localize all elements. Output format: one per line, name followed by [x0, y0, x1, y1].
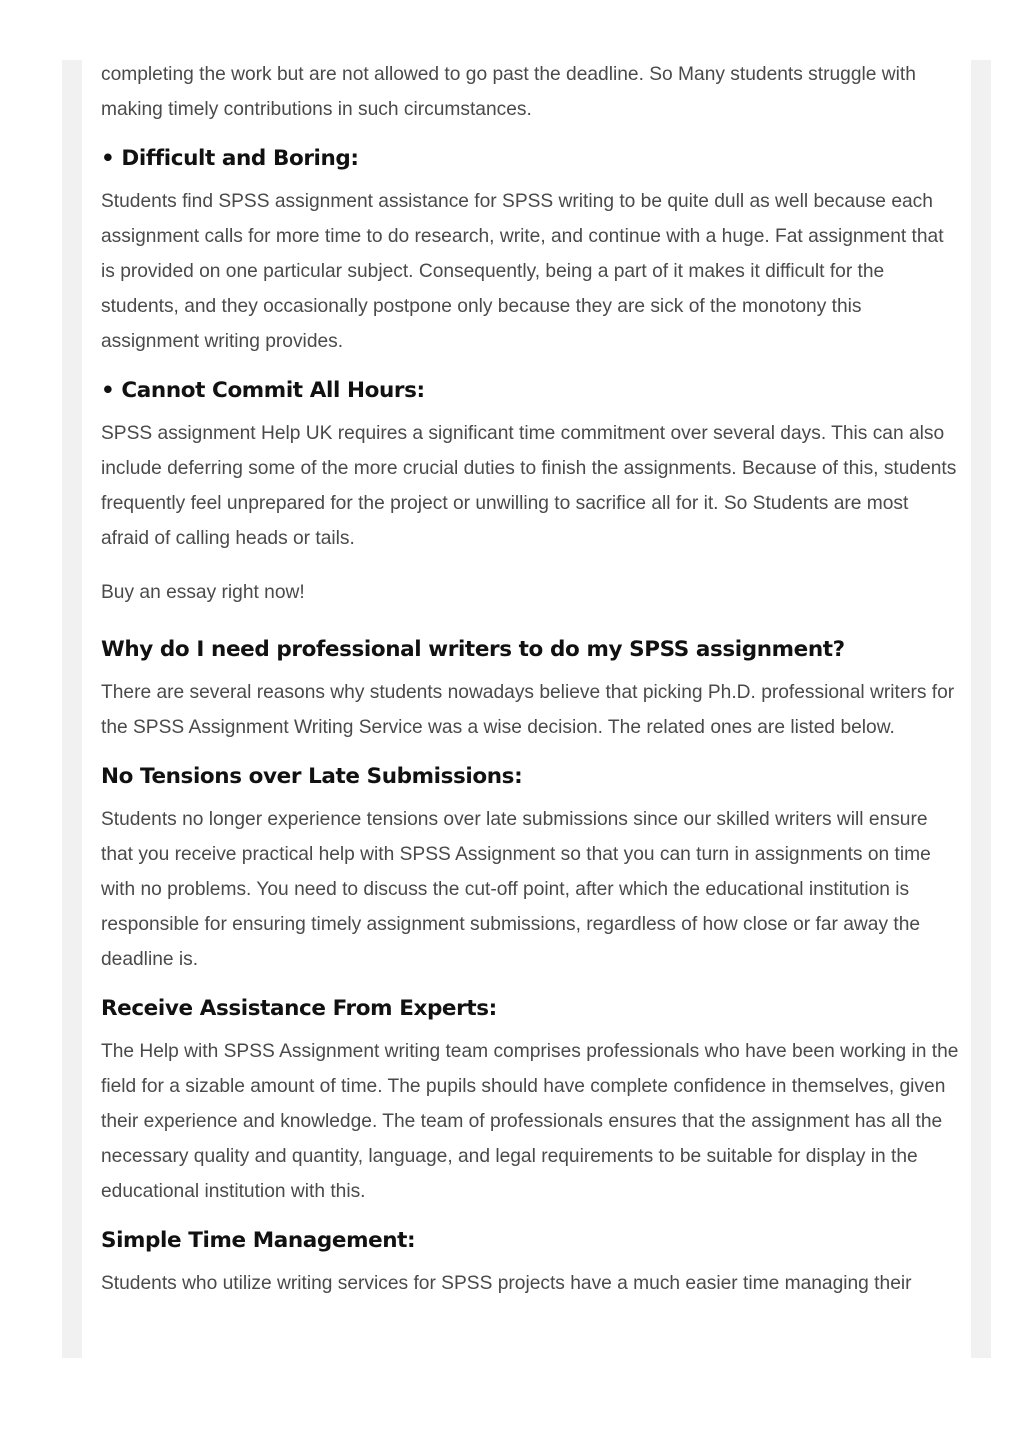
paragraph-simple-time-management: Students who utilize writing services for SPSS projects have a much easier time managing their	[101, 1273, 912, 1294]
article-content	[101, 57, 959, 1301]
paragraph-why-professional-writers: There are several reasons why students nowadays believe that picking Ph.D. professional writers for the SPSS Assignment Writing Service was a wise decision. The related ones are listed below.	[101, 682, 955, 738]
heading-no-tensions-late-submissions: No Tensions over Late Submissions:	[101, 764, 523, 789]
paragraph-no-tensions-late-submissions: Students no longer experience tensions over late submissions since our skilled writers will ensure that you receive practical help with SPSS Assignment so that you can turn in assignments on time with no problems. You need to discuss the cut-off point, after which the educational institution is responsible for ensuring timely assignment submissions, regardless of how close or far away the deadline is.	[101, 809, 931, 970]
paragraph-receive-assistance-experts: The Help with SPSS Assignment writing team comprises professionals who have been working in the field for a sizable amount of time. The pupils should have complete confidence in themselves, given their experience and knowledge. The team of professionals ensures that the assignment has all the necessary quality and quantity, language, and legal requirements to be suitable for display in the educational institution with this.	[101, 1041, 959, 1202]
heading-receive-assistance-experts: Receive Assistance From Experts:	[101, 996, 497, 1021]
heading-cannot-commit-all-hours: • Cannot Commit All Hours:	[101, 378, 425, 403]
paragraph-deadline-continued: completing the work but are not allowed to go past the deadline. So Many students struggle with making timely contributions in such circumstances.	[101, 64, 916, 120]
call-to-action-text: Buy an essay right now!	[101, 582, 305, 603]
left-margin-bar	[62, 60, 82, 1358]
heading-simple-time-management: Simple Time Management:	[101, 1228, 416, 1253]
paragraph-cannot-commit-all-hours: SPSS assignment Help UK requires a significant time commitment over several days. This can also include deferring some of the more crucial duties to finish the assignments. Because of this, students frequently feel unprepared for the project or unwilling to sacrifice all for it. So Students are most afraid of calling heads or tails.	[101, 423, 957, 549]
heading-difficult-and-boring: • Difficult and Boring:	[101, 146, 359, 171]
heading-why-professional-writers: Why do I need professional writers to do my SPSS assignment?	[101, 637, 845, 662]
paragraph-difficult-and-boring: Students find SPSS assignment assistance for SPSS writing to be quite dull as well because each assignment calls for more time to do research, write, and continue with a huge. Fat assignment that is provided on one particular subject. Consequently, being a part of it makes it difficult for the students, and they occasionally postpone only because they are sick of the monotony this assignment writing provides.	[101, 191, 944, 352]
right-margin-bar	[971, 60, 991, 1358]
